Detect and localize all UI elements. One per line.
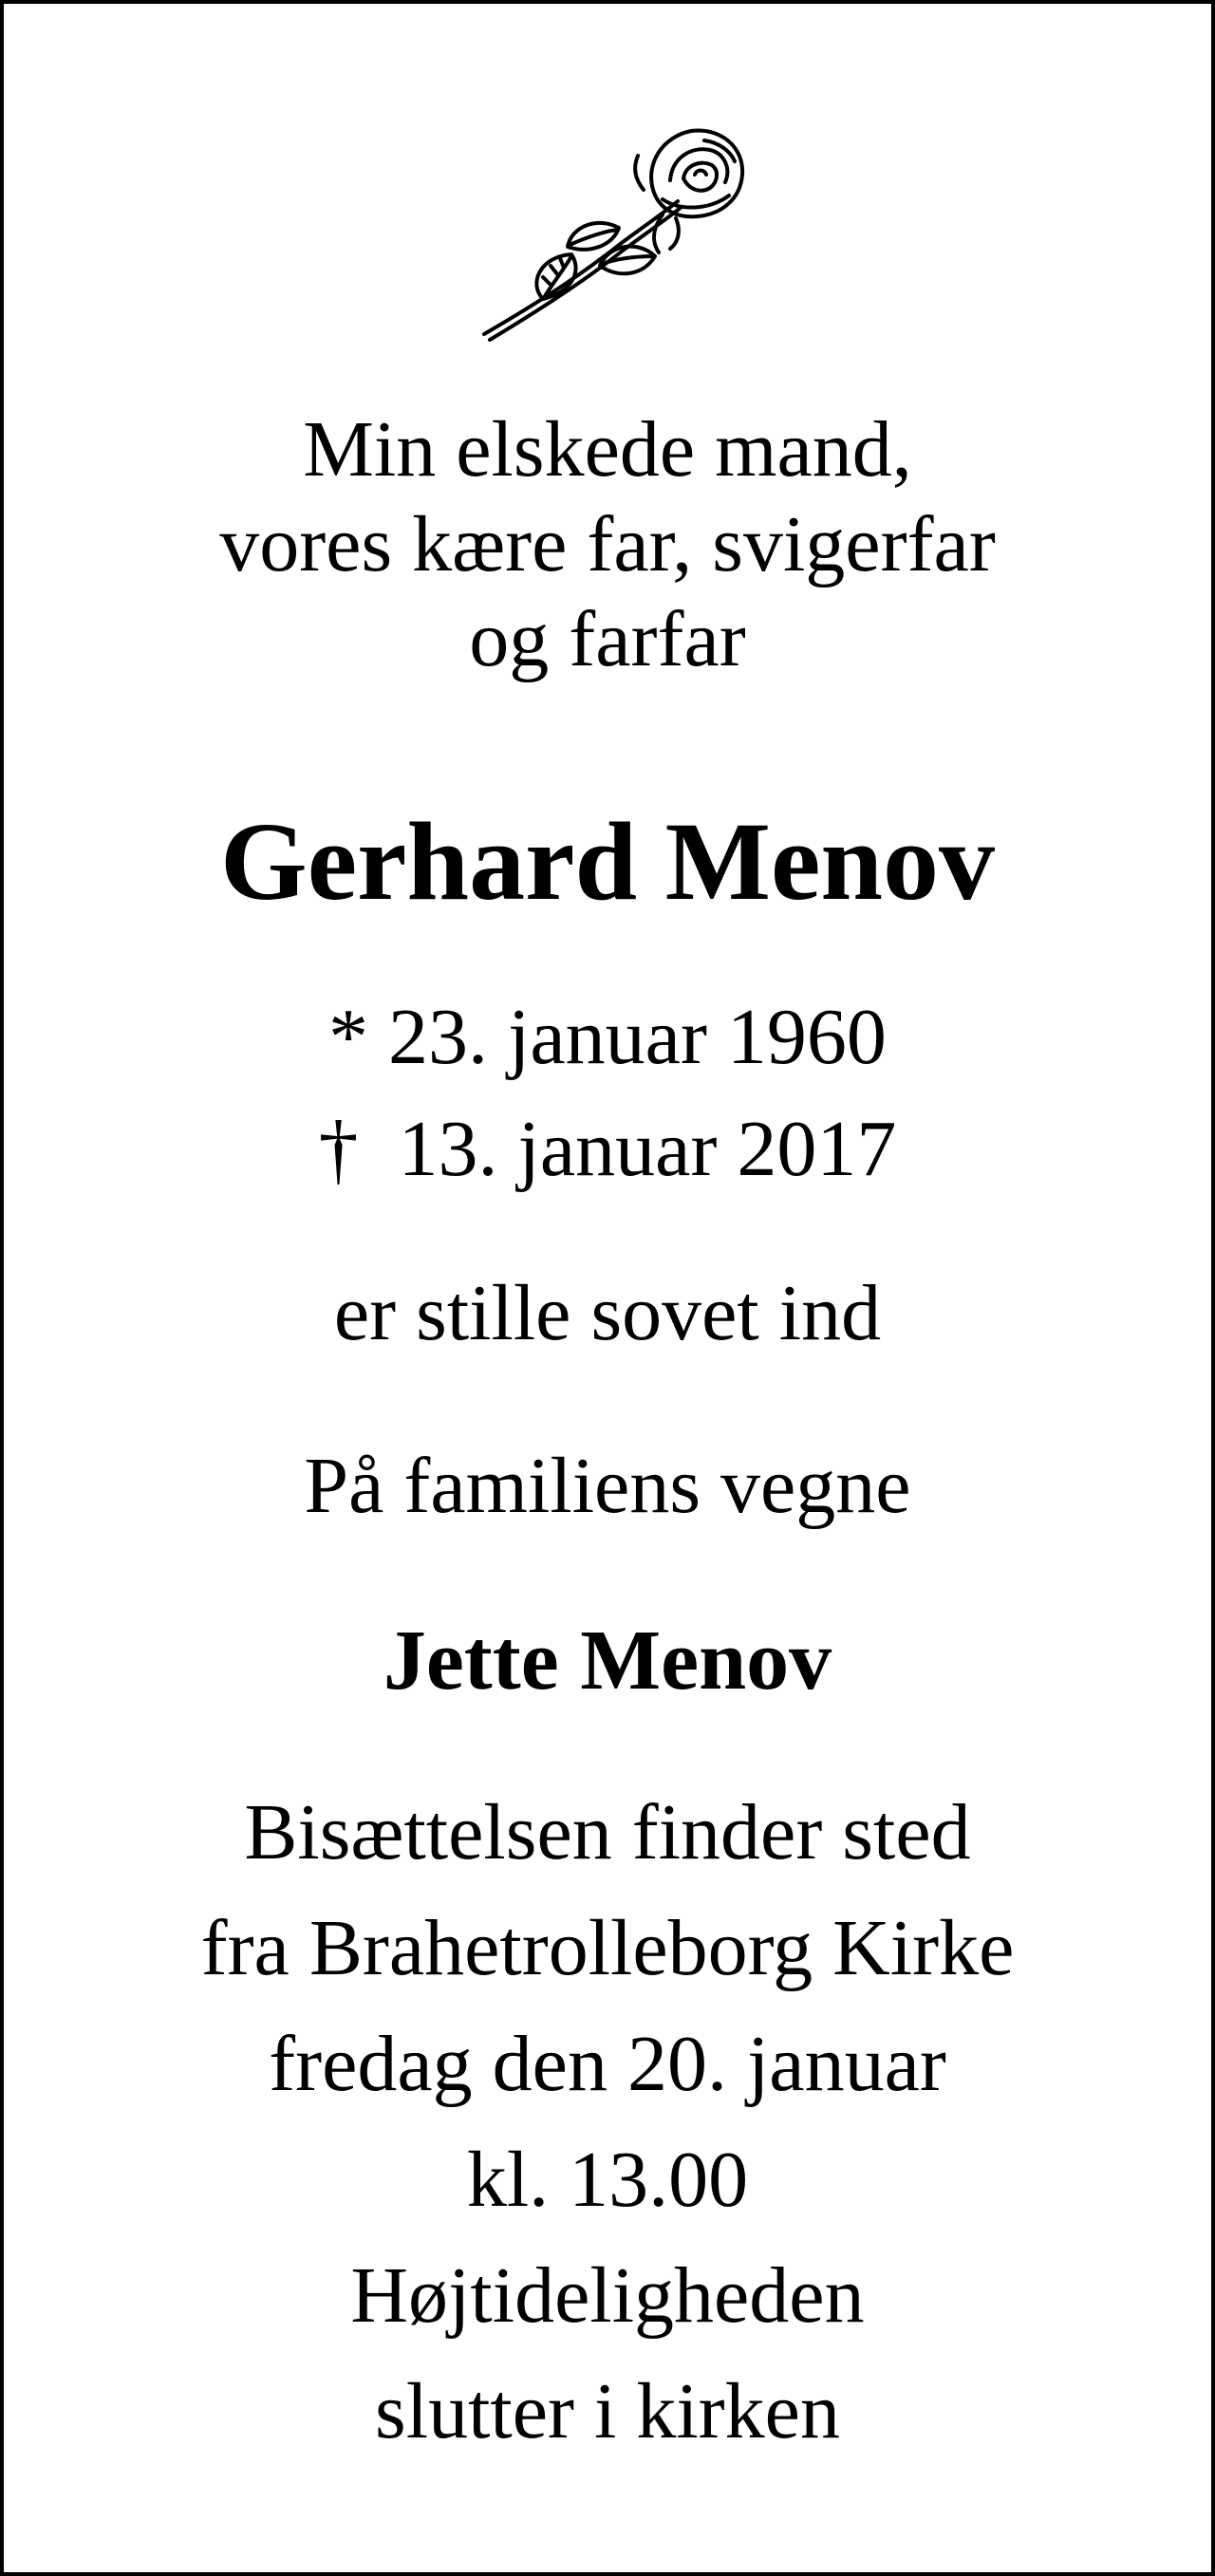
signer-name: Jette Menov — [383, 1614, 832, 1708]
deceased-name: Gerhard Menov — [219, 799, 996, 924]
life-dates — [4, 981, 1211, 1205]
death-date: † 13. januar 2017 — [318, 1105, 897, 1193]
passed-text: er stille sovet ind — [333, 1269, 882, 1357]
intro-line: Min elskede mand, — [303, 405, 912, 494]
ceremony-line: fra Brahetrolleborg Kirke — [200, 1904, 1015, 1992]
intro-line: og farfar — [469, 595, 746, 683]
ceremony-line: Højtideligheden — [350, 2251, 865, 2340]
ceremony-line: slutter i kirken — [375, 2367, 840, 2455]
intro-text — [4, 402, 1211, 687]
ceremony-line: fredag den 20. januar — [269, 2020, 946, 2108]
ceremony-details — [4, 1775, 1211, 2470]
intro-line: vores kære far, svigerfar — [219, 500, 996, 588]
birth-date: * 23. januar 1960 — [328, 993, 887, 1081]
ceremony-line: kl. 13.00 — [466, 2136, 749, 2224]
ceremony-line: Bisættelsen finder sted — [244, 1788, 971, 1876]
family-text: På familiens vegne — [304, 1442, 911, 1530]
rose-icon — [477, 123, 750, 342]
